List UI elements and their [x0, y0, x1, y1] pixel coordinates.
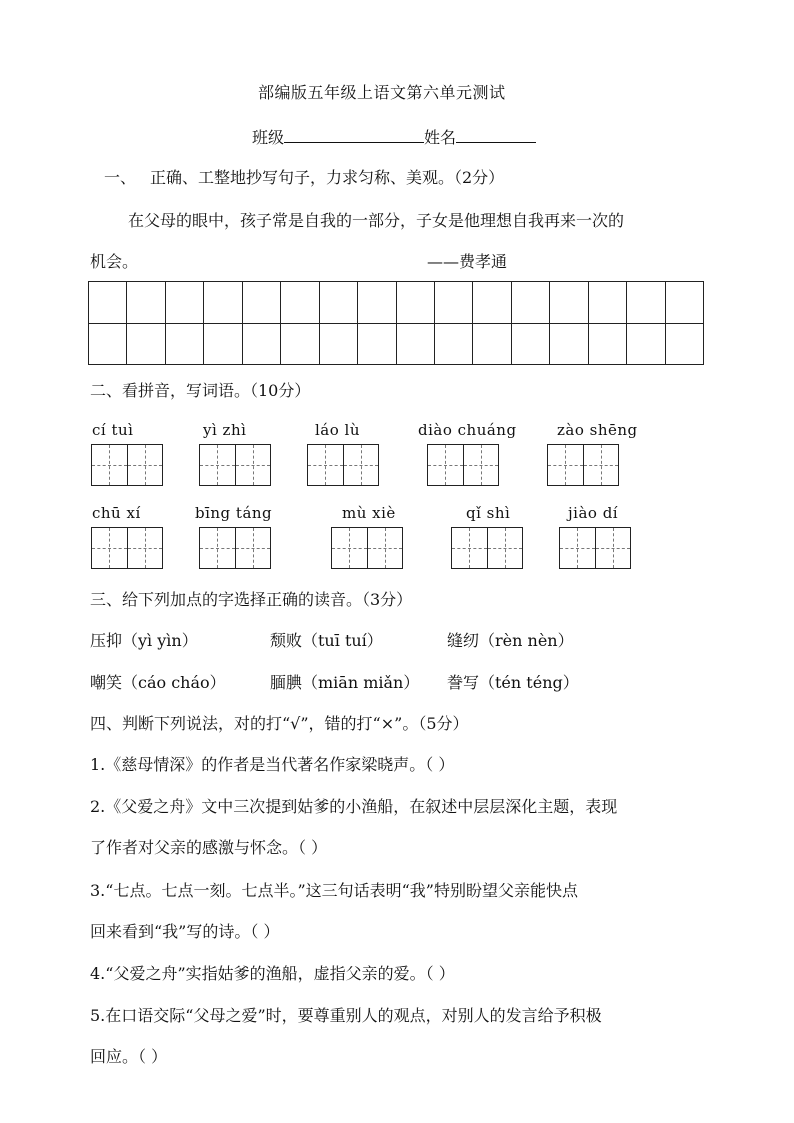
tianzige-box[interactable] [331, 527, 403, 569]
copy-writing-grid[interactable] [88, 281, 704, 365]
judgement-item-2-line1: 2.《父爱之舟》文中三次提到姑爹的小渔船，在叙述中层层深化主题，表现 [90, 797, 618, 816]
section-4-heading: 四、判断下列说法，对的打“√”，错的打“×”。（5分） [90, 714, 469, 733]
section-1-quote-line1: 在父母的眼中，孩子常是自我的一部分，子女是他理想自我再来一次的 [128, 211, 625, 230]
section-1-quote-line2: 机会。 [90, 252, 139, 271]
reading-choice[interactable]: 压抑（yì yìn） [90, 631, 198, 650]
reading-choice[interactable]: 颓败（tuī tuí） [270, 631, 383, 650]
grid-cell[interactable] [89, 324, 127, 366]
pinyin-label: láo lù [315, 421, 360, 439]
class-label: 班级 [252, 128, 285, 147]
reading-choice[interactable]: 誊写（tén téng） [447, 673, 579, 692]
grid-cell[interactable] [89, 282, 127, 324]
pinyin-label: zào shēng [557, 421, 638, 439]
section-3-heading: 三、给下列加点的字选择正确的读音。（3分） [90, 590, 413, 609]
grid-cell[interactable] [589, 282, 627, 324]
section-2-heading: 二、看拼音，写词语。（10分） [90, 381, 311, 400]
pinyin-label: mù xiè [342, 504, 396, 522]
grid-cell[interactable] [589, 324, 627, 366]
tianzige-box[interactable] [559, 527, 631, 569]
grid-cell[interactable] [666, 324, 704, 366]
judgement-item-1: 1.《慈母情深》的作者是当代著名作家梁晓声。（ ） [90, 755, 455, 774]
tianzige-box[interactable] [547, 444, 619, 486]
grid-cell[interactable] [166, 324, 204, 366]
grid-cell[interactable] [627, 324, 665, 366]
grid-cell[interactable] [281, 282, 319, 324]
reading-choice[interactable]: 缝纫（rèn nèn） [447, 631, 574, 650]
class-name-line [252, 125, 536, 148]
tianzige-box[interactable] [307, 444, 379, 486]
tianzige-box[interactable] [451, 527, 523, 569]
grid-cell[interactable] [281, 324, 319, 366]
grid-cell[interactable] [512, 282, 550, 324]
grid-cell[interactable] [397, 282, 435, 324]
judgement-item-2-line2: 了作者对父亲的感激与怀念。（ ） [90, 838, 328, 857]
name-blank[interactable] [456, 126, 536, 143]
judgement-item-4: 4.“父爱之舟”实指姑爹的渔船，虚指父亲的爱。（ ） [90, 964, 455, 983]
section-1-attribution: ——费孝通 [427, 252, 508, 271]
tianzige-box[interactable] [199, 444, 271, 486]
grid-cell[interactable] [473, 282, 511, 324]
judgement-item-5-line2: 回应。（ ） [90, 1047, 168, 1066]
grid-cell[interactable] [166, 282, 204, 324]
grid-cell[interactable] [397, 324, 435, 366]
class-blank[interactable] [284, 126, 424, 143]
grid-cell[interactable] [358, 282, 396, 324]
grid-cell[interactable] [243, 324, 281, 366]
grid-cell[interactable] [512, 324, 550, 366]
grid-cell[interactable] [320, 324, 358, 366]
grid-cell[interactable] [627, 282, 665, 324]
grid-cell[interactable] [243, 282, 281, 324]
section-1-number: 一、 [104, 168, 137, 187]
tianzige-box[interactable] [91, 527, 163, 569]
grid-cell[interactable] [550, 324, 588, 366]
pinyin-label: diào chuáng [418, 421, 517, 439]
section-1-heading: 正确、工整地抄写句子，力求匀称、美观。（2分） [150, 168, 505, 187]
pinyin-label: jiào dí [568, 504, 619, 522]
name-label: 姓名 [424, 128, 457, 147]
pinyin-label: yì zhì [203, 421, 247, 439]
tianzige-box[interactable] [427, 444, 499, 486]
grid-cell[interactable] [127, 324, 165, 366]
pinyin-label: qǐ shì [466, 504, 511, 522]
tianzige-box[interactable] [91, 444, 163, 486]
grid-cell[interactable] [204, 324, 242, 366]
reading-choice[interactable]: 嘲笑（cáo cháo） [90, 673, 226, 692]
grid-cell[interactable] [473, 324, 511, 366]
judgement-item-3-line1: 3.“七点。七点一刻。七点半。”这三句话表明“我”特别盼望父亲能快点 [90, 881, 578, 900]
grid-cell[interactable] [127, 282, 165, 324]
pinyin-label: chū xí [92, 504, 141, 522]
page-title: 部编版五年级上语文第六单元测试 [258, 83, 506, 102]
grid-cell[interactable] [550, 282, 588, 324]
pinyin-label: bīng táng [195, 504, 273, 522]
grid-cell[interactable] [666, 282, 704, 324]
grid-cell[interactable] [320, 282, 358, 324]
grid-cell[interactable] [435, 282, 473, 324]
judgement-item-3-line2: 回来看到“我”写的诗。（ ） [90, 922, 280, 941]
grid-cell[interactable] [435, 324, 473, 366]
judgement-item-5-line1: 5.在口语交际“父母之爱”时，要尊重别人的观点，对别人的发言给予积极 [90, 1006, 602, 1025]
tianzige-box[interactable] [199, 527, 271, 569]
grid-cell[interactable] [358, 324, 396, 366]
pinyin-label: cí tuì [92, 421, 134, 439]
grid-cell[interactable] [204, 282, 242, 324]
reading-choice[interactable]: 腼腆（miān miǎn） [270, 673, 420, 692]
